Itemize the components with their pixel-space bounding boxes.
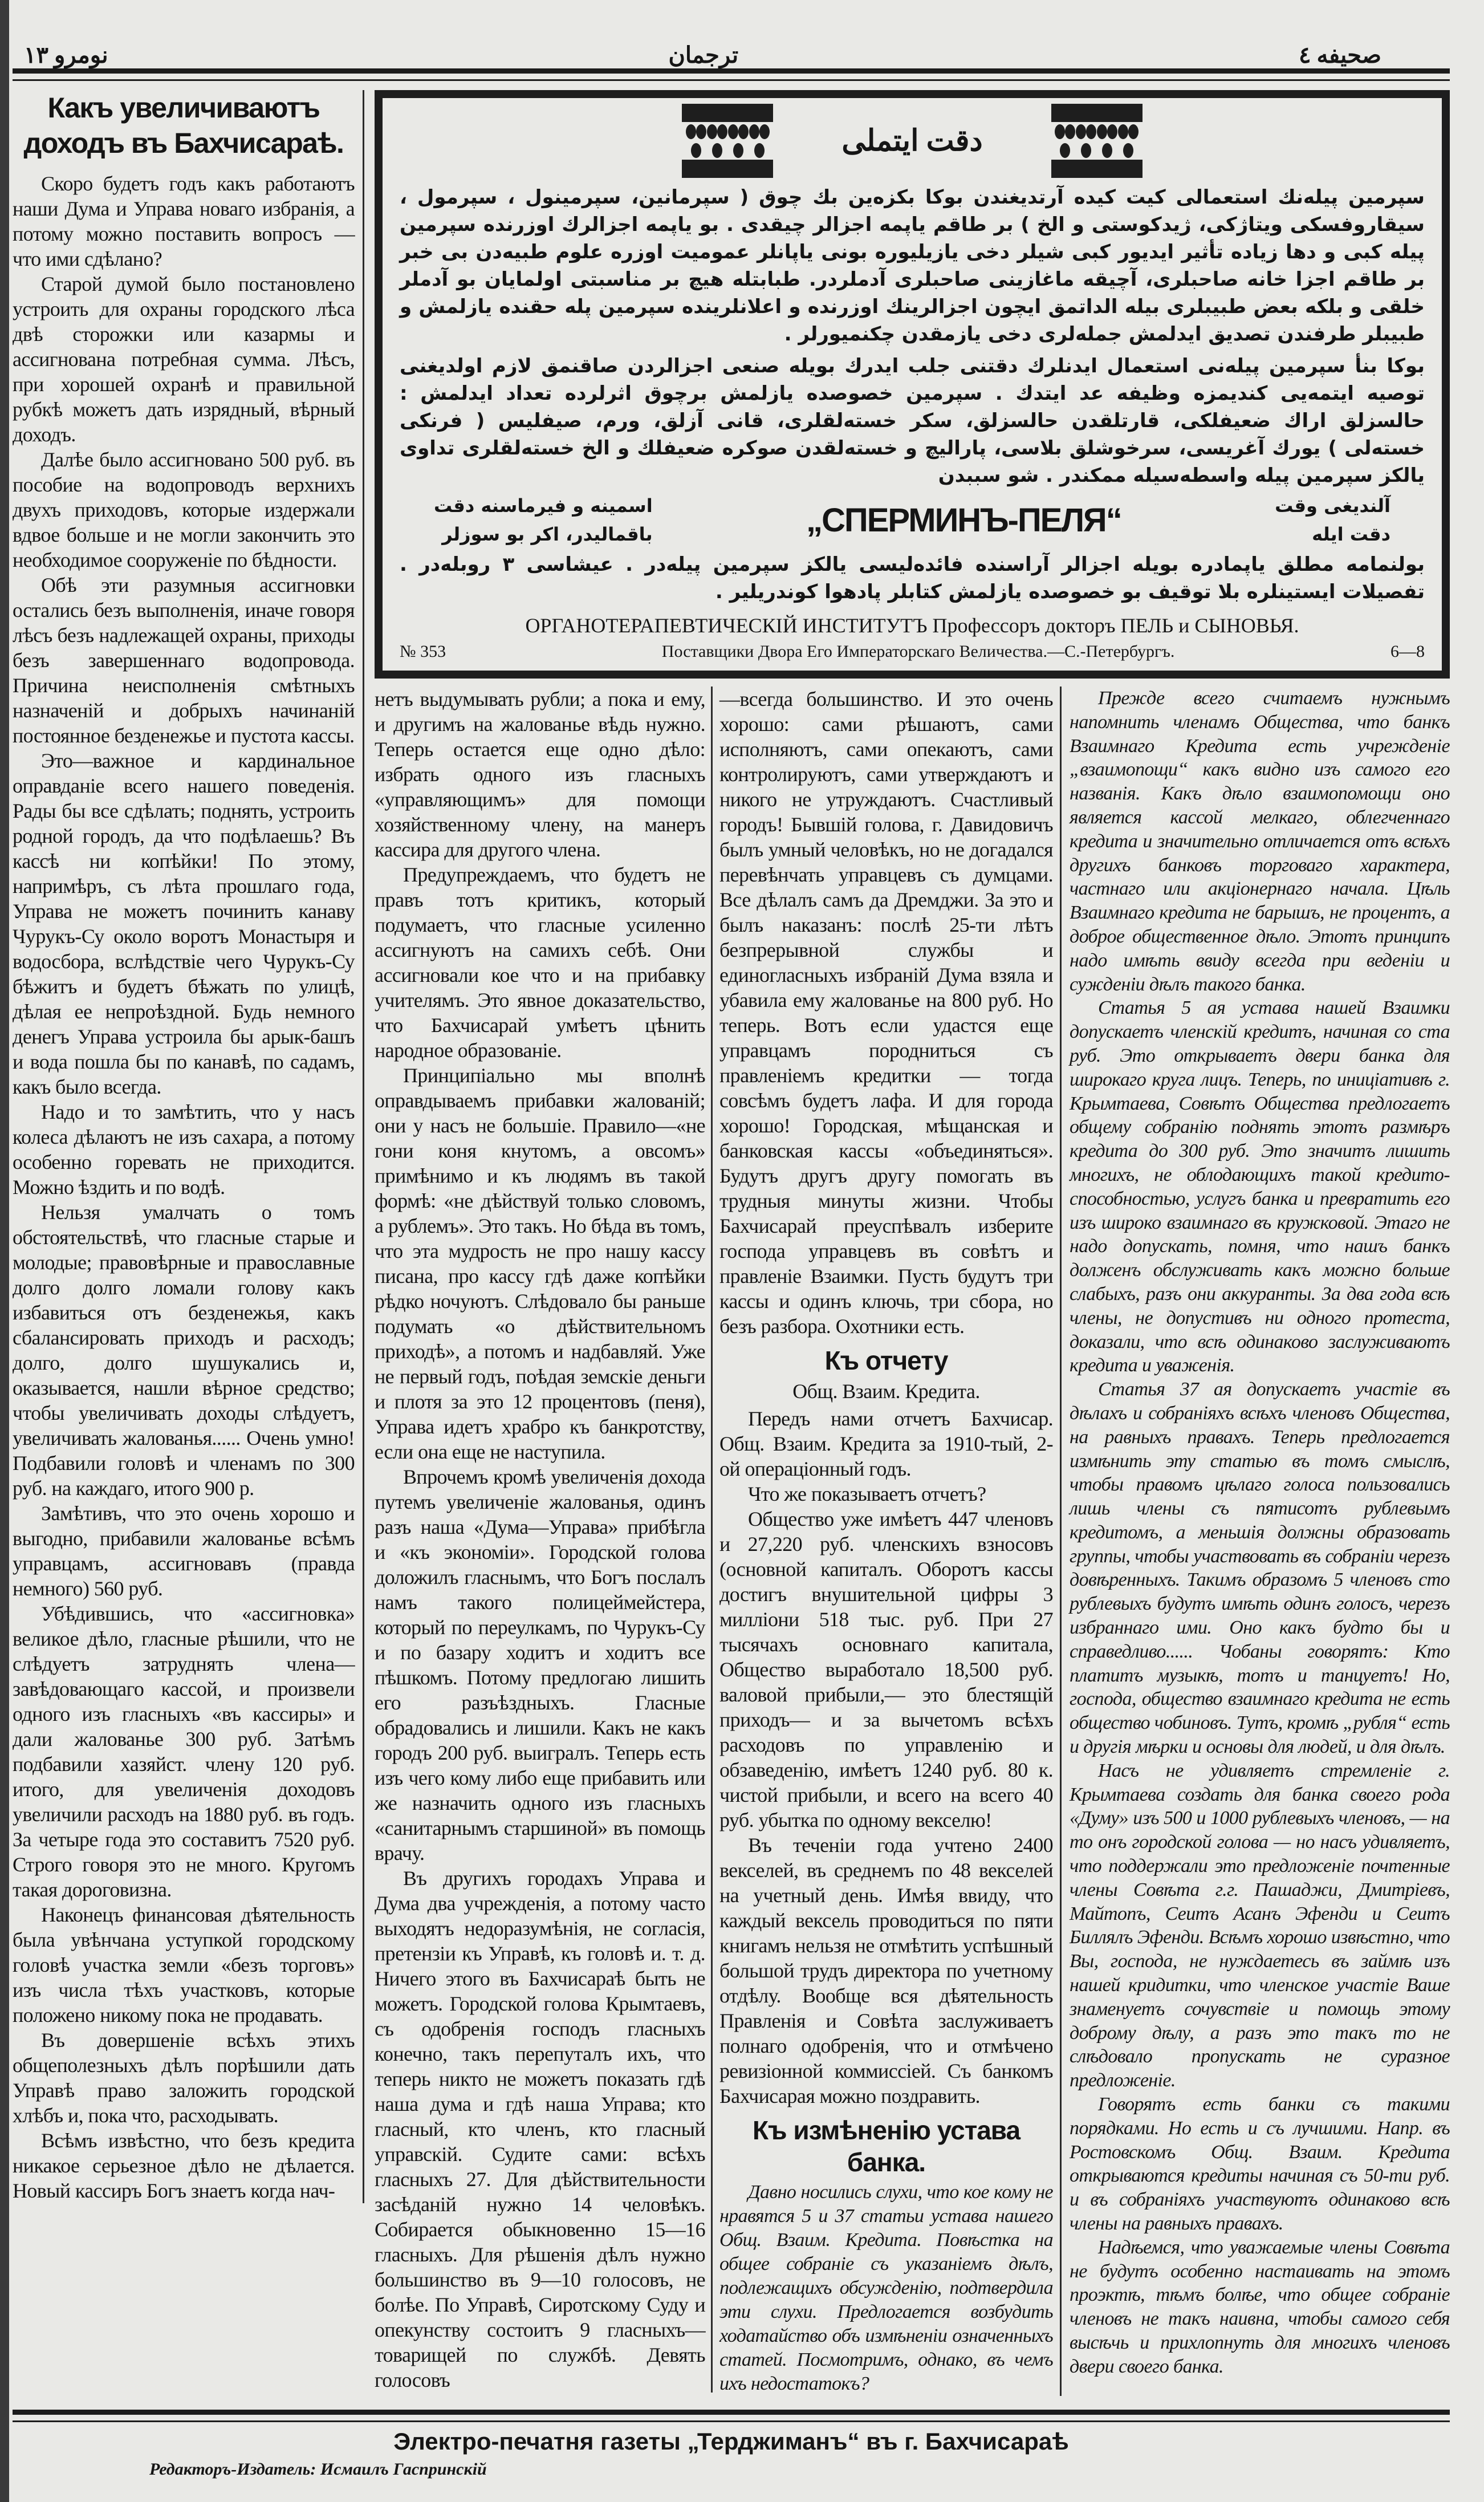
- paragraph: Старой думой было постановлено устроить для охраны городского лѣса двѣ сторожки или казармы и ассигнована потребная сумма. Лѣсъ, при хорошей охранѣ и правильной рубкѣ можетъ дать изрядный, вѣрный доходъ.: [13, 273, 355, 446]
- paragraph: Что же показываетъ отчетъ?: [748, 1482, 986, 1505]
- paragraph: Скоро будетъ годъ какъ работаютъ наши Дума и Управа новаго избранія, а потому можно поставить вопросъ — что ими сдѣлано?: [13, 172, 355, 270]
- article-charter-continuation: [1062, 687, 1450, 2379]
- ornament-icon: [1051, 104, 1143, 178]
- paragraph: Общество уже имѣетъ 447 членовъ и 27,220 руб. членскихъ взносовъ (основной капиталъ. Оборотъ кассы достигъ внушительной цифры 3 милліони 518 тыс. руб. При 27 тысячахъ основнаго капитала, Общество выработало 18,500 руб. валовой прибыли,— это блестящій приходъ— и за вычетомъ всѣхъ расходовъ по управленію и обзаведенію, имѣетъ 1240 руб. 80 к. чистой прибыли, и всего на всего 40 руб. убытка по одному векселю!: [719, 1508, 1053, 1831]
- paragraph: Говорятъ есть банки съ такими порядками. Но есть и съ лучшими. Напр. въ Ростовскомъ Общ. Взаим. Кредита открываются кредиты начиная съ 50-ти руб. и въ собраніяхъ участвуютъ одинаково всѣ члены на равныхъ правахъ.: [1070, 2094, 1450, 2234]
- article-column-3: [713, 687, 1062, 2396]
- paragraph: Убѣдившись, что «ассигновка» великое дѣло, гласные рѣшили, что не слѣдуетъ затруднять члена—завѣдовающаго кассой, и произвели одного изъ гласныхъ «въ кассиры» и дали жалованье 300 руб. Затѣмъ подбавили хазяйст. члену 120 руб. итого, для увеличенія доходовъ увеличили расходъ на 1880 руб. въ годъ. За четыре года это составитъ 7520 руб. Строго говоря это не много. Кругомъ такая дороговизна.: [13, 1602, 355, 1901]
- page-number: صحیفه ٤: [1298, 42, 1381, 68]
- printer-line: Электро-печатня газеты „Терджиманъ“ въ г. Бахчисараѣ: [393, 2428, 1069, 2455]
- paragraph: Впрочемъ кромѣ увеличенія дохода путемъ увеличеніе жалованья, одинъ разъ наша «Дума—Управа» прибѣгла и «къ экономіи». Городской голова доложилъ гласнымъ, что Богъ послалъ намъ такого полицеймейстера, который по переулкамъ, по Чурукъ-Су и по базару ходитъ и ходитъ все пѣшкомъ. Потому предлогаю лишить его разъѣздныхъ. Гласные обрадовались и лишили. Какъ не какъ городъ 200 руб. выигралъ. Теперь есть изъ чего кому либо еще прибавить или же назначить одного изъ гласныхъ «санитарнымъ старшиной» въ помощь врачу.: [375, 1465, 705, 1865]
- paragraph: Въ теченіи года учтено 2400 векселей, въ среднемъ по 48 векселей на учетный день. Имѣя ввиду, что каждый вексель проводиться по пяти книгамъ нельзя не отмѣтить успѣшный большой трудъ директора по учетному отдѣлу. Вообще вся дѣятельность Правленія и Совѣта заслуживаетъ полнаго одобренія, что и отмѣчено ревизіонной коммиссіей. Съ банкомъ Бахчисарая можно поздравить.: [719, 1834, 1053, 2107]
- article-continuation: [375, 687, 713, 2393]
- charter-heading: Къ измѣненію устава банка.: [752, 2115, 1020, 2177]
- paragraph: Далѣе было ассигновано 500 руб. въ пособие на водопроводъ верхнихъ двухъ приходовъ, которые издержали вдвое больше и не могли закончить это необходимое сооруженіе по бѣдности.: [13, 448, 355, 571]
- issue-number: نومرو ١٣: [24, 42, 108, 68]
- right-section: [364, 90, 1450, 2396]
- paragraph: Давно носились слухи, что кое кому не нравятся 5 и 37 статьи устава нашего Общ. Взаим. Кредита. Повѣстка на общее собраніе съ указаніемъ дѣлъ, подлежащихъ обсужденію, подтвердила эти слухи. Предлогается возбудить ходатайство объ измѣненіи означенныхъ статей. Посмотримъ, однако, въ чемъ ихъ недостатокъ?: [719, 2182, 1053, 2394]
- ad-bottom-row: [400, 642, 1425, 661]
- ad-paragraph: بولنمامه مطلق یاپمادره بویله اجزالر آراسنده فائده‌لیسی یالکز سپرمین پیله‌در . عیشاسی ۳ روبله‌در . تفصیلات ایستینلره بلا توقیف بو خصوصده یازلمش کتابلر پادهوا کوندریلیر .: [400, 553, 1425, 603]
- page-footer: [13, 2410, 1450, 2479]
- paragraph: Въ другихъ городахъ Управа и Дума два учрежденія, а потому часто выходятъ недоразумѣнія, не согласія, претензіи къ Управѣ, къ головѣ и. т. д. Ничего этого въ Бахчисараѣ быть не можетъ. Городской голова Крымтаевъ, съ одобренія господъ гласныхъ конечно, такъ перепуталъ ихъ, что теперь никто не можетъ показать гдѣ наша дума и гдѣ наша Управа; кто гласный, кто членъ, кто гласный управскій. Судите сами: всѣхъ гласныхъ 27. Для дѣйствительности засѣданій нужно 14 человѣкъ. Собирается обыкновенно 15—16 гласныхъ. Для рѣшенія дѣлъ нужно большинство въ 9—10 голосовъ, не болѣе. По Управѣ, Сиротскому Суду и опекунству состоитъ 9 гласныхъ—товарищей по службѣ. Девять голосовъ: [375, 1867, 705, 2391]
- paragraph: Обѣ эти разумныя ассигновки остались безъ выполненія, иначе говоря лѣсъ безъ надлежащей охраны, приходы безъ завершеннаго водопровода. Причина неисполненія смѣтныхъ назначеній и добрыхъ начинаній постоянное безденежье и пустота кассы.: [13, 574, 355, 747]
- ad-side-right: [1275, 495, 1391, 545]
- ad-side-left: [434, 495, 653, 545]
- paragraph: Надо и то замѣтить, что у насъ колеса дѣлаютъ не изъ сахара, а потому особенно горевать не приходится. Можно ѣздить и по водѣ.: [13, 1100, 355, 1199]
- ad-side-text: آلندیغی وقت: [1275, 495, 1391, 517]
- paragraph: Нельзя умалчать о томъ обстоятельствѣ, что гласные старые и молодые; правовѣрные и православные долго долго ломали голову какъ избавиться отъ безденежья, какъ сбалансировать приходъ и расходъ; долго, долго шушукались и, оказывается, нашли вѣрное средство; чтобы увеличивать доходы слѣдуетъ, увеличивать жалованья...... Очень умно! Подбавили головѣ и членамъ по 300 руб. на каждаго, итого 900 р.: [13, 1201, 355, 1500]
- ad-header: [400, 104, 1425, 178]
- paragraph: Принципіально мы вполнѣ оправдываемъ прибавки жалованій; они у насъ не большіе. Правило—«не гони коня кнутомъ, а овсомъ» примѣнимо и къ людямъ въ такой формѣ: «не дѣйствуй только словомъ, а рублемъ». Это такъ. Но бѣда въ томъ, что эта мудрость не про нашу кассу писана, про кассу гдѣ даже копѣйки рѣдко ночуютъ. Слѣдовало бы раньше подумать «о дѣйствительномъ приходѣ», а потомъ и надбавляй. Уже не первый годъ, поѣдая земскіе деньги и плотя за это 12 процентовъ (пеня), Управа идетъ храбро къ банкротству, если она еще не наступила.: [375, 1064, 705, 1463]
- article-title: Какъ увеличиваютъ доходъ въ Бахчисараѣ.: [23, 92, 344, 159]
- lower-columns: [375, 687, 1450, 2396]
- paragraph: Статья 5 ая устава нашей Взаимки допускаетъ членскій кредитъ, начиная со ста руб. Это открываетъ двери банка для широкаго круга лицъ. Теперь, по иниціативѣ г. Крымтаева, Совѣтъ Общества предлогаетъ общему собранію поднять этотъ размѣръ кредита до 300 руб. Это значитъ лишить многихъ, не облодающихъ такой кредито-способностью, услугъ банка и превратить его изъ широко взаимнаго въ кружковой. Этаго не надо допускать, помня, что нашъ банкъ долженъ обслуживать какъ можно больше слабыхъ, разъ они аккуранты. За два года всѣ члены, не допустивъ ни одного протеста, доказали, что всѣ одинаково заслуживаютъ кредита и уваженія.: [1070, 997, 1450, 1376]
- ad-number: № 353: [400, 642, 446, 661]
- paragraph: Это—важное и кардинальное оправданіе всего нашего поведенія. Рады бы все сдѣлать; поднять, устроить родной городъ, да что подѣлаешь? Въ кассѣ ни копѣйки! По этому, напримѣръ, съ лѣта прошлаго года, Управа не можетъ починить канаву Чурукъ-Су около воротъ Монастыря и водосбора, вслѣдствіе чего Чурукъ-Су бѣжитъ и будетъ бѣжать по улицѣ, дѣлая ее непроѣздной. Будь немного денегъ Управа устроила бы арык-башъ и вода пошла бы по канавѣ, по садамъ, какъ было всегда.: [13, 749, 355, 1098]
- ad-title: دقت ایتملی: [841, 125, 983, 157]
- paragraph: —всегда большинство. И это очень хорошо: сами рѣшаютъ, сами исполняютъ, сами опекаютъ, сами контролируютъ, сами утверждаютъ и никого не утруждаютъ. Счастливый городъ! Бывшій голова, г. Давидовичъ былъ умный человѣкъ, но не догадался перевѣнчать управцевъ съ думцами. Все дѣлалъ самъ да Дремджи. За это и былъ наказанъ: послѣ 25-ти лѣтъ безпрерывной службы и единогласныхъ избраній Дума взяла и убавила ему жалованье на 800 руб. Но теперь. Вотъ если удастся еще управцамъ породниться съ правленіемъ кредитки — тогда совсѣмъ будетъ лафа. И для города хорошо! Городская, мѣщанская и банковская кассы «объединяться». Будутъ другъ другу помогать въ трудныя минуты жизни. Чтобы Бахчисарай преуспѣвалъ изберите господа управцевъ въ совѣтъ и правленіе Взаимки. Пусть будутъ три кассы и одинъ ключь, три сбора, но безъ разбора. Охотники есть.: [719, 688, 1053, 1338]
- report-subheading: Общ. Взаим. Кредита.: [792, 1380, 980, 1403]
- paragraph: Прежде всего считаемъ нужнымъ напомнить членамъ Общества, что банкъ Взаимнаго Кредита есть учрежденіе „взаимопощи“ какъ видно изъ самого его названія. Какъ дѣло взаимопомощи оно является кассой мелкаго, облегченнаго кредита и значительно отличается отъ всѣхъ другихъ банковъ торговаго характера, частнаго или акціонернаго начала. Цѣль Взаимнаго кредита не барышъ, не процентъ, а доброе общественное дѣло. Этотъ принципъ надо имѣть ввиду всегда при веденіи и сужденіи дѣлъ такого банка.: [1070, 688, 1450, 995]
- ad-side-text: باقمالیدر، اکر بو سوزلر: [442, 523, 653, 545]
- ad-edition: 6—8: [1391, 642, 1425, 661]
- ad-side-text: اسمینه و فیرماسنه دقت: [434, 495, 653, 517]
- paragraph: нетъ выдумывать рубли; а пока и ему, и другимъ на жалованье вѣдь нужно. Теперь остается еще одно дѣло: избрать одного изъ гласныхъ «управляющимъ» для помощи хозяйственному члену, на манеръ кассира для другого члена.: [375, 688, 705, 861]
- paragraph: Насъ не удивляетъ стремленіе г. Крымтаева создать для банка своего рода «Думу» изъ 500 и 1000 рублевыхъ членовъ, — на то онъ городской голова — но насъ удивляетъ, что поддержали это предложеніе почтенные члены Совѣта г.г. Пашаджи, Дмитріевъ, Майтопъ, Сеитъ Асанъ Эфенди и Сеитъ Биллялъ Эфенди. Всѣмъ хорошо извѣстно, что Вы, господа, не нуждаетесь въ займѣ изъ нашей кридитки, что членское участіе Ваше знаменуетъ сочувствіе и помощь этому доброму дѣлу, а разъ это такъ то не слѣдовало пропускать не суразное предложеніе.: [1070, 1760, 1450, 2091]
- paragraph: Въ довершеніе всѣхъ этихъ общеполезныхъ дѣлъ порѣшили дать Управѣ право заложить городской хлѣбъ и, пока что, расходывать.: [13, 2029, 355, 2127]
- spermin-advertisement: [375, 90, 1450, 679]
- masthead-paper-name: ترجمان: [668, 42, 739, 68]
- report-heading: Къ отчету: [824, 1346, 948, 1375]
- ad-supplier: Поставщики Двора Его Императорскаго Величества.—С.-Петербургъ.: [661, 642, 1175, 661]
- article-income-bakhchisarai: [13, 90, 364, 2203]
- ornament-icon: [682, 104, 773, 178]
- paragraph: Предупреждаемъ, что будетъ не правъ тотъ критикъ, который подумаетъ, что гласные усиленно ассигнуютъ на самихъ себѣ. Они ассигновали кое что и на прибавку учителямъ. Это явное доказательство, что Бахчисарай умѣетъ цѣнить народное образованіе.: [375, 863, 705, 1062]
- page-body: [13, 90, 1450, 2396]
- editor-line: Редакторъ-Издатель: Исмаилъ Гаспринскій: [149, 2460, 487, 2479]
- paragraph: Надѣемся, что уважаемые члены Совѣта не будутъ особенно настаивать на этомъ проэктѣ, тѣмъ болѣе, что общее собраніе членовъ не такъ наивна, чтобы самого себя высѣчь и прихлопнуть для многихъ членовъ двери своего банка.: [1070, 2236, 1450, 2377]
- ad-side-text: دقت ایله: [1312, 523, 1391, 545]
- paragraph: Передъ нами отчетъ Бахчисар. Общ. Взаим. Кредита за 1910-тый, 2-ой операціонный годъ.: [719, 1407, 1053, 1480]
- ad-brand-row: [434, 495, 1391, 545]
- paragraph: Всѣмъ извѣстно, что безъ кредита никакое серьезное дѣло не дѣлается. Новый кассиръ Богъ знаетъ когда нач-: [13, 2129, 355, 2202]
- ad-paragraph: سپرمین پیله‌نك استعمالی کیت کیده آرتدیغندن بوکا بکزه‌ین بك چوق ( سپرمانین، سپرمینول ، سپرمول ، سیقاروفسکی ویتاژکی، ژیدکوستی و الخ ) بر طاقم یاپمه اجزالر چیقدی . بو یاپمه اجزالرك اوزرنده سپرمین پیله کبی و دها زیاده تأثیر ایدیور کبی شیلر دخی یازیلیوره بونی یاپانلر عمومیت اوزره علوم طبیه‌دن بی خبر بر طاقم اجزا خانه صاحبلری، آچیقه ماغازینی صاحبلری آدملردر. طبابتله هیچ بر مناسبتی اولمایان بو آدملر خلقی و بلکه بعض طبیبلری بیله الداتمق ایچون اجزالرینك اوزرنده و اعلانلرینده سپرمین پله حقنده یازلمش و طبیبلر طرفندن تصدیق ایدلمش جمله‌لری دخی یازمقدن چکنمیورلر .: [400, 186, 1425, 346]
- page-header: [13, 23, 1450, 68]
- paragraph: Замѣтивъ, что это очень хорошо и выгодно, прибавили жалованье всѣмъ управцамъ, ассигновавъ (правда немного) 560 руб.: [13, 1502, 355, 1600]
- paragraph: Статья 37 ая допускаетъ участіе въ дѣлахъ и собраніяхъ всѣхъ членовъ Общества, на равныхъ правахъ. Теперь предлогается измѣнить эту статью въ томъ смыслѣ, чтобы правомъ цѣлаго голоса пользовались лишь члены съ пятисотъ рублевымъ кредитомъ, а меньшія должны образовать группы, чтобы участвовать въ собраніи черезъ довѣренныхъ. Такимъ образомъ 5 членовъ сто рублевыхъ будутъ имѣть одинъ голосъ, черезъ избраннаго ими. Оно какъ будто бы и справедливо...... Чобаны говорятъ: Кто платитъ музыкѣ, тотъ и танцуетъ! Но, господа, общество взаимнаго кредита не есть общество чобиновъ. Тутъ, кромѣ „рубля“ есть и другія мѣрки и основы для людей, и для дѣлъ.: [1070, 1379, 1450, 1758]
- ad-paragraph: بوکا بنأ سپرمین پیله‌نی استعمال ایدنلرك دقتنی جلب ایدرك بویله صنعی اجزالردن صاقنمق لازم اولدیغنی توصیه ایتمه‌یی کندیمزه وظیفه عد ایتدك . سپرمین خصوصده یازلمش برچوق اثرلرده تعداد ایدلمش : حالسزلق اراك ضعیفلکی، قارتلقدن حالسزلق، سکر خسته‌لقلری، قانی آزلق، ورم، صیفلیس ( فرنکی خسته‌لی ) یورك آغریسی، سرخوشلق بلاسی، پارالیچ و خسته‌لقدن صوکره ضعیفلك و الخ خسته‌لقلری تداوی یالکز سپرمین پیله واسطه‌سیله ممکندر . شو سببدن: [400, 355, 1425, 487]
- ad-institute: ОРГАНОТЕРАПЕВТИЧЕСКІЙ ИНСТИТУТЪ Профессоръ докторъ ПЕЛЬ и СЫНОВЬЯ.: [525, 614, 1299, 637]
- ad-brand-name: „СПЕРМИНЪ-ПЕЛЯ“: [806, 501, 1121, 539]
- header-rule: [13, 68, 1450, 81]
- paragraph: Наконецъ финансовая дѣятельность была увѣнчана уступкой городскому головѣ участка земли «безъ торговъ» изъ числа тѣхъ участковъ, которые положено никому пока не продавать.: [13, 1903, 355, 2026]
- footer-rule: [13, 2410, 1450, 2422]
